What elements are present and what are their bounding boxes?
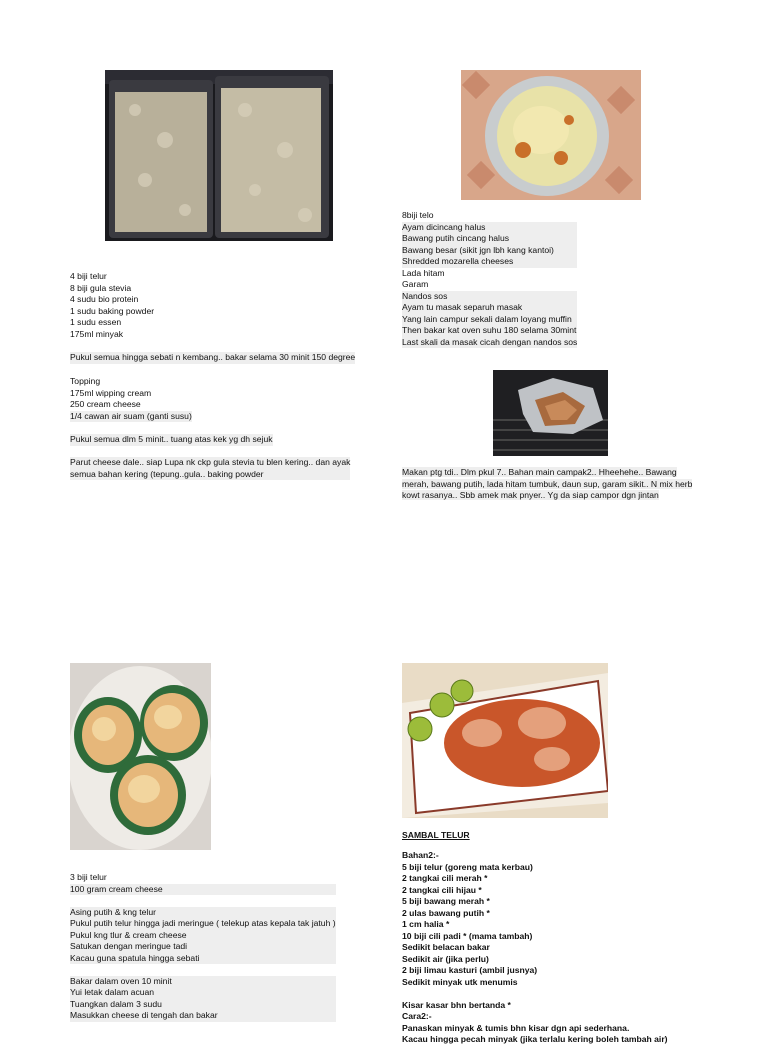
recipe-line: Ayam tu masak separuh masak (402, 302, 577, 314)
topping-line: 1/4 cawan air suam (ganti susu) (70, 410, 192, 421)
recipe-line: Sedikit air (jika perlu) (402, 953, 489, 964)
recipe-line: 2 tangkai cili hijau * (402, 884, 482, 895)
recipe-line: 1 cm halia * (402, 919, 450, 929)
sambal-telur-photo (402, 663, 608, 818)
recipe-line: 2 biji limau kasturi (ambil jusnya) (402, 965, 538, 975)
recipe-line: Kacau guna spatula hingga sebati (70, 953, 336, 965)
recipe-line: Masukkan cheese di tengah dan bakar (70, 1010, 336, 1022)
recipe-line: Bakar dalam oven 10 minit (70, 976, 336, 988)
topping-line: 250 cream cheese (70, 399, 141, 409)
recipe-1-note (70, 457, 350, 480)
recipe-1-step-2 (70, 434, 273, 446)
recipe-1-step-1 (70, 352, 355, 364)
topping-line: 175ml wipping cream (70, 387, 152, 398)
recipe-line: 5 biji bawang merah * (402, 896, 490, 906)
foil-grill-photo (493, 370, 608, 456)
recipe-line: Last skali da masak cicah dengan nandos sos (402, 336, 578, 347)
recipe-line (70, 895, 336, 907)
ingredient-line: 4 biji telur (70, 271, 107, 281)
recipe-line: Bahan2:- (402, 850, 439, 860)
recipe-line: Nandos sos (402, 291, 577, 303)
step-line: Pukul semua hingga sebati n kembang.. bakar selama 30 minit 150 degree (70, 352, 356, 362)
ingredient-line: 8 biji gula stevia (70, 282, 132, 293)
recipe-line: 8biji telo (402, 210, 434, 220)
recipe-line: Shredded mozarella cheeses (402, 256, 577, 268)
recipe-line: 10 biji cili padi * (mama tambah) (402, 930, 533, 941)
cake-tray-photo (105, 70, 333, 241)
step-line: Pukul semua dlm 5 minit.. tuang atas kek yg dh sejuk (70, 434, 273, 444)
recipe-line: Yang lain campur sekali dalam loyang muffin (402, 314, 577, 326)
recipe-line: Panaskan minyak & tumis bhn kisar dgn api sederhana. (402, 1022, 630, 1033)
recipe-line: Kacau hingga pecah minyak (jika terlalu kering boleh tambah air) (402, 1034, 668, 1044)
recipe-line: Tuangkan dalam 3 sudu (70, 999, 336, 1011)
recipe-line: Sedikit minyak utk menumis (402, 976, 518, 987)
recipe-line: Then bakar kat oven suhu 180 selama 30mint (402, 325, 577, 335)
recipe-line: Sedikit belacan bakar (402, 942, 490, 952)
recipe-line: Bawang besar (sikit jgn lbh kang kantoi) (402, 245, 577, 257)
paragraph-line: merah, bawang putih, lada hitam tumbuk, daun sup, garam sikit.. N mix herb (402, 478, 693, 489)
recipe-line: Garam (402, 279, 429, 289)
recipe-line: Ayam dicincang halus (402, 222, 577, 234)
recipe-line: 2 tangkai cili merah * (402, 873, 488, 883)
baked-egg-ramekin-photo (461, 70, 641, 200)
recipe-3-paragraph (402, 467, 692, 502)
topping-line: Topping (70, 376, 101, 386)
recipe-line: Cara2:- (402, 1011, 432, 1021)
ingredient-line: 4 sudu bio protein (70, 294, 139, 304)
ingredient-line: 175ml minyak (70, 328, 124, 339)
recipe-1-ingredients (70, 271, 154, 340)
recipe-line: Bawang putih cincang halus (402, 233, 577, 245)
ingredient-line: 1 sudu baking powder (70, 305, 155, 316)
recipe-line: 5 biji telur (goreng mata kerbau) (402, 861, 533, 872)
note-line: Parut cheese dale.. siap Lupa nk ckp gula stevia tu blen kering.. dan ayak (70, 457, 351, 467)
recipe-5-title: SAMBAL TELUR (402, 830, 470, 840)
recipe-line: Pukul kng tlur & cream cheese (70, 930, 336, 942)
recipe-line: Asing putih & kng telur (70, 907, 336, 919)
recipe-line: Kisar kasar bhn bertanda * (402, 999, 511, 1010)
ingredient-line: 1 sudu essen (70, 317, 122, 327)
recipe-line: Yui letak dalam acuan (70, 987, 336, 999)
recipe-line: Pukul putih telur hingga jadi meringue ( telekup atas kepala tak jatuh ) (70, 918, 336, 928)
recipe-1-topping (70, 376, 192, 422)
recipe-line: Satukan dengan meringue tadi (70, 941, 336, 953)
recipe-4-text (70, 872, 336, 1022)
recipe-line: 3 biji telur (70, 872, 107, 882)
note-line: semua bahan kering (tepung..gula.. baking powder (70, 469, 350, 481)
recipe-line: 100 gram cream cheese (70, 884, 336, 896)
paragraph-line: Makan ptg tdi.. Dlm pkul 7.. Bahan main campak2.. Hheehehe.. Bawang (402, 467, 677, 477)
recipe-line: 2 ulas bawang putih * (402, 907, 490, 918)
recipe-line: Lada hitam (402, 267, 445, 278)
recipe-2-text (402, 210, 577, 348)
recipe-line (402, 988, 668, 1000)
paragraph-line: kowt rasanya.. Sbb amek mak pnyer.. Yg da siap campor dgn jintan (402, 490, 659, 500)
muffins-photo (70, 663, 211, 850)
recipe-5-text (402, 850, 668, 1046)
recipe-line (70, 964, 336, 976)
